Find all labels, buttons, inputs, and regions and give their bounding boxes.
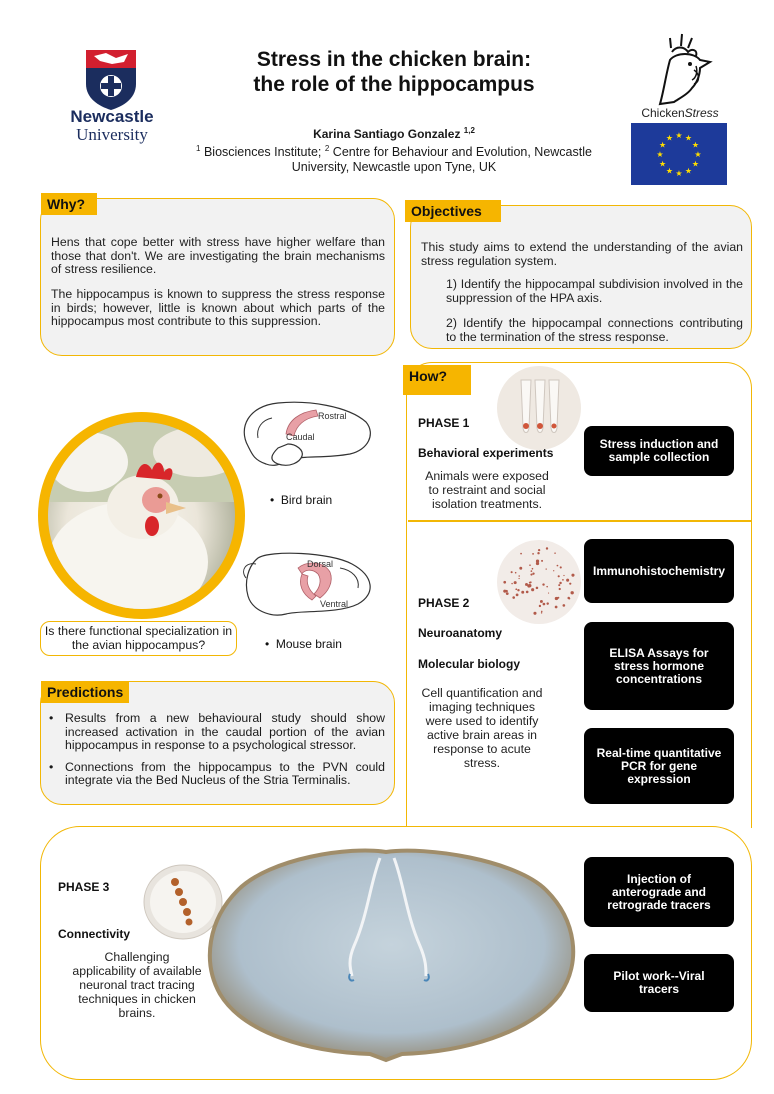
stained-cell-dot	[518, 575, 520, 577]
phase2-label: PHASE 2	[418, 596, 470, 610]
stained-cell-dot	[529, 582, 531, 584]
stained-cell-dot	[571, 591, 574, 594]
stained-cell-dot	[519, 567, 522, 570]
stained-cell-dot	[531, 588, 534, 591]
eu-star-icon: ★	[675, 169, 683, 178]
phase2-description: Cell quantification and imaging techniques were used to identify active brain areas in response to acute stress.	[421, 686, 543, 770]
stained-cell-dot	[537, 552, 539, 554]
why-card	[40, 198, 395, 356]
phase1-label: PHASE 1	[418, 416, 470, 430]
stained-cell-dot	[520, 553, 522, 555]
stained-cell-dot	[553, 570, 554, 571]
eu-star-icon: ★	[691, 140, 700, 150]
eu-flag	[631, 123, 727, 185]
stained-cell-dot	[536, 587, 539, 590]
eu-stars-icon	[631, 123, 727, 185]
predictions-card	[40, 681, 395, 805]
why-paragraph-2: The hippocampus is known to suppress the stress response in birds; however, little is known about which parts of the hippocampus most contribute to this suppression.	[51, 287, 385, 328]
chicken-photo-frame	[38, 412, 245, 619]
stress-induction-box: Stress induction and sample collection	[584, 426, 734, 476]
title-line-2: the role of the hippocampus	[253, 73, 535, 96]
predictions-list	[47, 712, 385, 796]
mouse-ventral-label: Ventral	[320, 599, 349, 609]
stained-cell-dot	[506, 592, 509, 595]
eu-star-icon: ★	[658, 140, 667, 150]
eu-star-icon: ★	[665, 166, 674, 176]
mouse-brain-caption	[265, 637, 342, 651]
stained-cell-dot	[557, 597, 559, 599]
affil-mark-1: 1	[196, 144, 201, 153]
bird-brain-caption	[270, 493, 332, 507]
stained-cell-dot	[521, 591, 524, 594]
elisa-box: ELISA Assays for stress hormone concentrations	[584, 622, 734, 710]
author	[180, 126, 608, 141]
stained-cell-dot	[559, 588, 561, 590]
newcastle-university-logo	[62, 50, 162, 150]
stained-cell-dot	[554, 552, 556, 554]
phase3-title: Connectivity	[58, 927, 131, 941]
stained-cell-dot	[542, 583, 544, 585]
title-line-1: Stress in the chicken brain:	[256, 48, 532, 71]
eu-star-icon: ★	[684, 166, 693, 176]
prediction-item-1: • Results from a new behavioural study should show increased activation in the caudal portion of the avian hippocampus in response to a psychological stressor.	[47, 712, 385, 753]
stained-cell-dot	[525, 583, 528, 586]
affiliations	[180, 141, 608, 175]
stained-cell-dot	[503, 590, 506, 593]
stained-cell-dot	[569, 583, 571, 585]
immunohistochemistry-box: Immunohistochemistry	[584, 539, 734, 603]
phase3-label: PHASE 3	[58, 880, 110, 894]
mouse-brain-label: Mouse brain	[275, 637, 342, 651]
phase1-title: Behavioral experiments	[418, 446, 554, 460]
stained-cell-dot	[517, 589, 519, 591]
stained-cell-dot	[571, 574, 574, 577]
stained-cell-dot	[563, 604, 566, 607]
chicken-stress-wordmark	[630, 106, 730, 120]
stained-cell-dot	[536, 560, 539, 563]
stained-cell-dot	[530, 574, 532, 576]
stained-cell-dot	[515, 572, 517, 574]
stained-cell-dot	[558, 575, 560, 577]
phase-divider	[408, 520, 752, 522]
stained-cell-dot	[541, 560, 543, 562]
stained-cell-dot	[546, 547, 548, 549]
stained-cell-dot	[543, 603, 546, 606]
stained-cell-dot	[503, 581, 506, 584]
predictions-heading: Predictions	[41, 681, 129, 703]
author-affiliation-marks: 1,2	[463, 126, 475, 135]
wordmark-stress: Stress	[684, 106, 719, 120]
mouse-dorsal-label: Dorsal	[307, 559, 334, 569]
stained-cell-dot	[532, 568, 534, 570]
stained-cell-dot	[563, 575, 564, 576]
stained-cell-dot	[515, 588, 517, 590]
bullet-icon: •	[270, 493, 281, 507]
eu-star-icon: ★	[675, 131, 683, 140]
objectives-intro: This study aims to extend the understanding of the avian stress regulation system.	[421, 240, 743, 268]
stained-cell-dot	[539, 605, 541, 607]
stained-cell-dot	[511, 583, 512, 584]
stained-cell-dot	[569, 598, 571, 600]
tracer-injection-box: Injection of anterograde and retrograde tracers	[584, 857, 734, 927]
specialization-question: Is there functional specialization in the avian hippocampus?	[40, 621, 237, 656]
wordmark-chicken: Chicken	[641, 106, 685, 120]
phase1-description: Animals were exposed to restraint and social isolation treatments.	[425, 469, 549, 511]
university-name-line2: University	[76, 125, 148, 144]
eu-star-icon: ★	[658, 159, 667, 169]
phase3-description: Challenging applicability of available neuronal tract tracing techniques in chicken brains.	[72, 950, 202, 1020]
stained-cell-dot	[529, 564, 531, 566]
why-paragraph-1: Hens that cope better with stress have higher welfare than those that don't. We are investigating the brain mechanisms of stress resilience.	[51, 235, 385, 276]
university-name-line1: Newcastle	[70, 107, 154, 126]
brain-slice-photo	[497, 540, 581, 624]
eu-star-icon: ★	[656, 150, 664, 159]
how-heading: How?	[403, 365, 471, 395]
university-shield-icon	[86, 50, 136, 110]
chicken-head-icon	[630, 30, 730, 106]
objective-item-2: 2) Identify the hippocampal connections contributing to the termination of the stress response.	[446, 316, 743, 344]
chicken-stress-logo	[630, 30, 730, 122]
sample-tubes-photo	[497, 366, 581, 450]
stained-cell-dot	[546, 586, 548, 588]
stained-cell-dot	[557, 565, 559, 567]
stained-cell-dot	[512, 596, 515, 599]
phase2-title-neuroanatomy: Neuroanatomy	[418, 626, 503, 640]
phase2-title-molecular: Molecular biology	[418, 657, 521, 671]
stained-cell-dot	[541, 611, 543, 613]
affil-text-2: Centre for Behaviour and Evolution, Newcastle University, Newcastle upon Tyne, UK	[291, 145, 592, 175]
objective-item-1: 1) Identify the hippocampal subdivision involved in the suppression of the HPA axis.	[446, 277, 743, 305]
stained-cell-dot	[555, 606, 558, 609]
objectives-heading: Objectives	[405, 200, 501, 222]
stained-cell-dot	[516, 593, 519, 596]
bullet-icon: •	[265, 637, 276, 651]
stained-cell-dot	[528, 584, 531, 587]
stained-cell-dot	[546, 602, 548, 604]
author-name: Karina Santiago Gonzalez	[313, 127, 461, 141]
why-heading: Why?	[41, 193, 97, 215]
stained-cell-dot	[538, 549, 540, 551]
stained-cell-dot	[558, 584, 560, 586]
stained-cell-dot	[532, 573, 534, 575]
chicken-illustration-icon	[48, 422, 235, 609]
chicken-brain-section-photo	[200, 844, 588, 1066]
bird-brain-label: Bird brain	[280, 493, 333, 507]
bird-rostral-label: Rostral	[318, 411, 347, 421]
stained-cell-dot	[514, 581, 517, 584]
pcr-box: Real-time quantitative PCR for gene expression	[584, 728, 734, 804]
eu-star-icon: ★	[694, 150, 702, 159]
stained-cell-dot	[567, 579, 569, 581]
bird-caudal-label: Caudal	[286, 432, 315, 442]
stained-cell-dot	[540, 600, 543, 603]
stained-cell-dot	[559, 582, 561, 584]
objectives-card	[410, 205, 752, 349]
stained-cell-dot	[532, 553, 534, 555]
stained-cell-dot	[533, 612, 536, 615]
eu-star-icon: ★	[684, 133, 693, 143]
stained-cell-dot	[560, 566, 562, 568]
poster-title	[180, 47, 608, 97]
stained-cell-dot	[531, 570, 533, 572]
chicken-photo	[48, 422, 235, 609]
stained-cell-dot	[526, 591, 529, 594]
viral-tracers-box: Pilot work--Viral tracers	[584, 954, 734, 1012]
prediction-item-2: • Connections from the hippocampus to the PVN could integrate via the Bed Nucleus of the Stria Terminalis.	[47, 761, 385, 788]
stained-cell-dot	[518, 578, 519, 579]
stained-cell-dot	[548, 592, 549, 593]
affil-mark-2: 2	[324, 144, 330, 153]
eu-star-icon: ★	[665, 133, 674, 143]
eu-star-icon: ★	[691, 159, 700, 169]
affil-text-1: Biosciences Institute;	[200, 145, 325, 160]
stained-cell-dot	[562, 579, 564, 581]
stained-cell-dot	[511, 571, 513, 573]
stained-cell-dot	[541, 612, 542, 613]
stained-cell-dot	[546, 568, 547, 569]
